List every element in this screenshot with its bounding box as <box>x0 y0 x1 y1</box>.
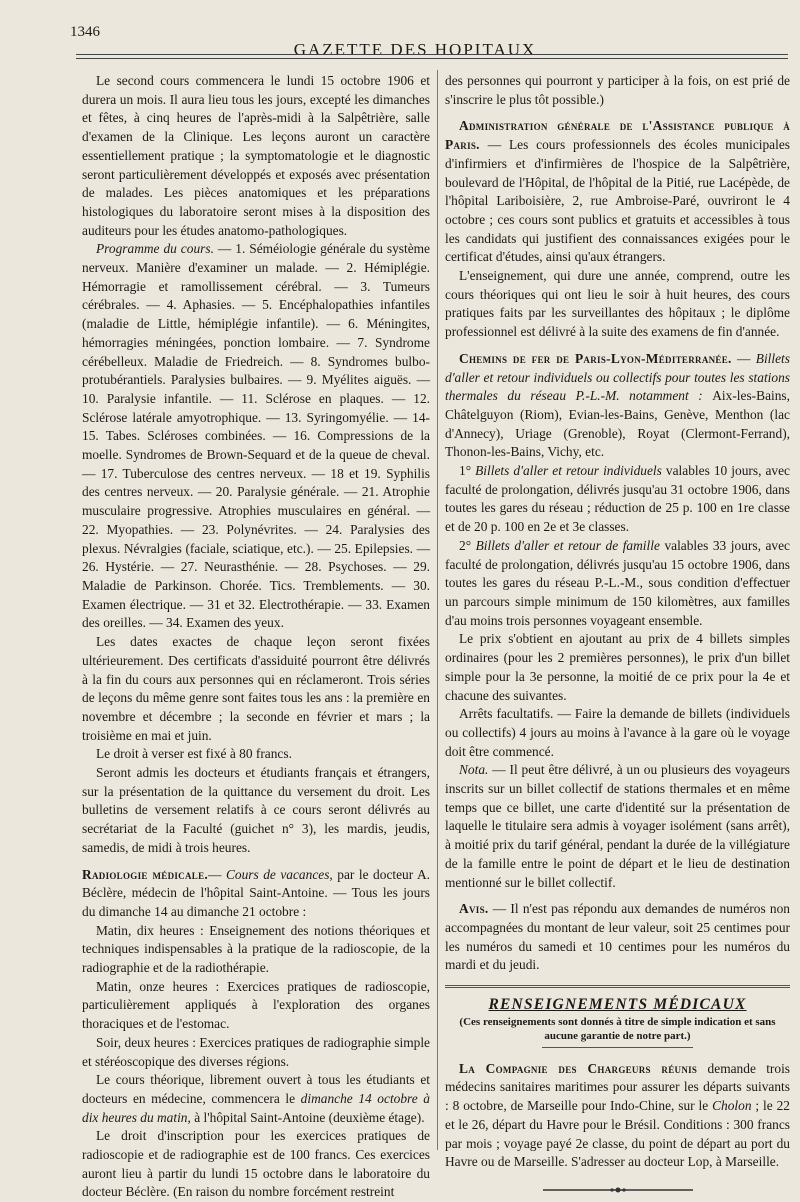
avis-title: Avis. <box>459 901 489 917</box>
short-rule <box>542 1047 694 1048</box>
course-admission: Seront admis les docteurs et étudiants français et étrangers, sur la présentation de la quittance du versement du droit. Les bulletins de versement relatifs à ce cours seront délivrés au secrétariat de la Faculté (guichet n° 3), les mardis, jeudis, samedis, de midi à trois heures. <box>82 765 430 855</box>
page-number: 1346 <box>70 24 100 40</box>
radiology-afternoon: Soir, deux heures : Exercices pratiques de radiographie simple et stéréoscopique des diverses régions. <box>82 1034 430 1069</box>
program-label: Programme du cours. <box>96 241 214 257</box>
radiology-morning-10: Matin, dix heures : Enseignement des notions théoriques et techniques indispensables à la pratique de la radioscopie, de la radiographie et de la radiothérapie. <box>82 922 430 976</box>
end-ornament <box>445 1182 790 1201</box>
plm-price: Le prix s'obtient en ajoutant au prix de 4 billets simples ordinaires (pour les 2 premières personnes), le prix d'un billet simple pour la 3e personne, la moitié de ce prix pour la 4e et chacune des suivantes. <box>445 631 790 703</box>
radiology-intro: , par le docteur A. Béclère, médecin de l'hôpital Saint-Antoine. — Tous les jours du dimanche 14 au dimanche 21 octobre : <box>82 866 430 919</box>
plm-title: Chemins de fer de Paris-Lyon-Méditerranée. <box>459 350 732 366</box>
left-column <box>82 72 430 1202</box>
plm-ticket-individual: 1° Billets d'aller et retour individuels valables 10 jours, avec faculté de prolongation, délivrés jusqu'au 31 octobre 1906, dans toutes les gares du réseau ; réduction de 25 p. 100 en 1re classe et de 20 p. 100 en 2e et 3e classes. <box>445 463 790 535</box>
course-program <box>82 240 430 633</box>
program-text: — 1. Séméiologie générale du système nerveux. Manière d'examiner un malade. — 2. Hémiplégie. Hémorragie et ramollissement cérébral. — 3. Tumeurs cérébrales. — 4. Aphasies. — 5. Encéphalopathies infantiles (maladie de Little, hémiplégie infantile). — 6. Méningites, hémorragies méningées, ponction lombaire. — 7. Syndrome cérébelleux. Maladie de Friedreich. — 8. Syndromes bulbo-protubérantiels. Paralysies bulbaires. — 9. Myélites aiguës. — 10. Paralysie infantile. — 11. Sclérose en plaques. — 12. Sclérose latérale amyotrophique. — 13. Syringomyélie. — 14-15. Tabes. Scléroses combinées. — 16. Compressions de la moelle. Syndromes de Brown-Sequard et de la queue de cheval. — 17. Tuberculose des centres nerveux. — 18 et 19. Syphilis des centres nerveux. — 20. Paralysie générale. — 21. Atrophie musculaire progressive. Atrophies musculaires en général. — 22. Myopathies. — 23. Polynévrites. — 24. Paralysies des plexus. Névralgies (faciale, sciatique, etc.). — 25. Epilepsies. — 26. Hystérie. — 27. Neurasthénie. — 28. Psychoses. — 29. Maladie de Parkinson. Chorée. Tics. Tremblements. — 30. Examen électrique. — 31 et 32. Electrothérapie. — 33. Examen des oreilles. — 34. Examen des yeux. <box>82 241 430 631</box>
radiology-title: Radiologie médicale. <box>82 866 209 882</box>
assistance-publique-notice: Administration générale de l'Assistance publique à Paris. — Les cours professionnels des écoles municipales d'infirmiers et d'infirmières de l'hospice de la Salpêtrière, boulevard de l'Hôpital, de l'hôpital de la Pitié, rue Lacépède, de l'hôpital Lariboisière, 2, rue Ambroise-Paré, ouvriront le 4 octobre ; ces cours sont publics et gratuits et accessibles à tous les candidats qui justifient des connaissances exigées pour le certificat d'études, ainsi qu'aux étrangers. <box>445 118 790 265</box>
plm-ticket-family: 2° Billets d'aller et retour de famille valables 33 jours, avec faculté de prolongation, délivrés jusqu'au 15 octobre 1906, dans toutes les gares du réseau P.-L.-M., sous condition d'effectuer un parcours simple minimum de 150 kilomètres, aux familles d'au moins trois personnes voyageant ensemble. <box>445 537 790 628</box>
radiology-heading: Radiologie médicale.— Cours de vacances, par le docteur A. Béclère, médecin de l'hôpital Saint-Antoine. — Tous les jours du dimanche 14 au dimanche 21 octobre : <box>82 866 430 919</box>
course-dates: Les dates exactes de chaque leçon seront fixées ultérieurement. Des certificats d'assiduité pourront être délivrés à la fin du cours aux personnes qui en réclameront. Trois séries de leçons du même genre sont faites tous les ans : la première en novembre et décembre ; la seconde en février et mars ; la troisième en mai et juin. <box>82 634 430 743</box>
plm-notice: Chemins de fer de Paris-Lyon-Méditerranée. — Billets d'aller et retour individuels ou collectifs pour toutes les stations thermales du réseau P.-L.-M. notamment : Aix-les-Bains, Châtelguyon (Riom), Evian-les-Bains, Genève, Menthon (lac d'Annecy), Uriage (Grenoble), Royat (Clermont-Ferrand), Thonon-les-Bains, Vichy, etc. <box>445 350 790 460</box>
publication-title: GAZETTE DES HOPITAUX <box>293 40 537 59</box>
plm-nota: Nota. — Il peut être délivré, à un ou plusieurs des voyageurs inscrits sur un billet collectif de stations thermales et en même temps que ce billet, une carte d'identité sur la présentation de laquelle le titulaire sera admis à voyager isolément (sans arrêt), à moitié prix du tarif général, pendant la durée de la villégiature de la famille entre le point de départ et le lieu de destination mentionné sur le billet collectif. <box>445 762 790 890</box>
chargeurs-title: La Compagnie des Chargeurs réunis <box>459 1060 698 1076</box>
column-divider <box>437 70 438 1150</box>
chargeurs-notice: La Compagnie des Chargeurs réunis demande trois médecins sanitaires maritimes pour assurer les départs suivants : 8 octobre, de Marseille pour Indo-Chine, sur le Cholon ; le 22 et le 26, départ du Havre pour le Brésil. Conditions : 300 francs par mois ; voyage payé 2e classe, du point de départ au port du Havre ou de Marseille. S'adresser au docteur Lop, à Marseille. <box>445 1060 790 1170</box>
section-title-renseignements: RENSEIGNEMENTS MÉDICAUX <box>488 996 747 1014</box>
section-rule <box>445 985 790 988</box>
course-paragraph: Le second cours commencera le lundi 15 octobre 1906 et durera un mois. Il aura lieu tous les jours, excepté les dimanches et fêtes, à cinq heures de l'après-midi à la Salpêtrière, salle d'examen de la Clinique. Les leçons auront un caractère essentiellement pratique ; la symptomatologie et le diagnostic seront particulièrement développés et exposés avec présentation de malades. Les pièces anatomiques et les préparations histologiques du laboratoire seront mises à la disposition des auditeurs pour les études anatomo-pathologiques. <box>82 73 430 238</box>
section-disclaimer: (Ces renseignements sont donnés à titre de simple indication et sans aucune garantie de notre part.) <box>459 1015 776 1042</box>
assistance-publique-title: Administration générale de l'Assistance publique à Paris. <box>445 118 790 153</box>
header-rule <box>76 54 788 59</box>
assistance-teaching: L'enseignement, qui dure une année, comprend, outre les cours théoriques qui ont lieu le soir à huit heures, des cours pratiques faits par les surveillantes des hôpitaux ; le diplôme professionnel est délivré à la suite des examens de fin d'année. <box>445 268 790 340</box>
radiology-course-name: Cours de vacances <box>225 866 330 882</box>
plm-stops: Arrêts facultatifs. — Faire la demande de billets (individuels ou collectifs) 4 jours au moins à l'avance à la gare où le voyage doit être commencé. <box>445 706 790 759</box>
radiology-morning-11: Matin, onze heures : Exercices pratiques de radioscopie, particulièrement appliqués à l'exploration des organes thoraciques et de l'estomac. <box>82 978 430 1032</box>
ornament-rule <box>543 1186 693 1194</box>
radiology-theory: Le cours théorique, librement ouvert à tous les étudiants et docteurs en médecine, commencera le dimanche 14 octobre à dix heures du matin, à l'hôpital Saint-Antoine (deuxième étage). <box>82 1072 430 1125</box>
right-column <box>445 72 790 1201</box>
course-fee: Le droit à verser est fixé à 80 francs. <box>96 746 292 762</box>
radiology-registration: Le droit d'inscription pour les exercices pratiques de radioscopie et de radiographie est de 100 francs. Ces exercices auront lieu à partir du lundi 15 octobre dans le laboratoire du docteur Béclère. (En raison du nombre forcément restreint <box>82 1128 430 1200</box>
radiology-continued: des personnes qui pourront y participer à la fois, on est prié de s'inscrire le plus tôt possible.) <box>445 73 790 107</box>
avis-notice: Avis. — Il n'est pas répondu aux demandes de numéros non accompagnées du montant de leur valeur, soit 25 centimes pour les numéros du samedi et 10 centimes pour les numéros du mardi et du jeudi. <box>445 901 790 973</box>
